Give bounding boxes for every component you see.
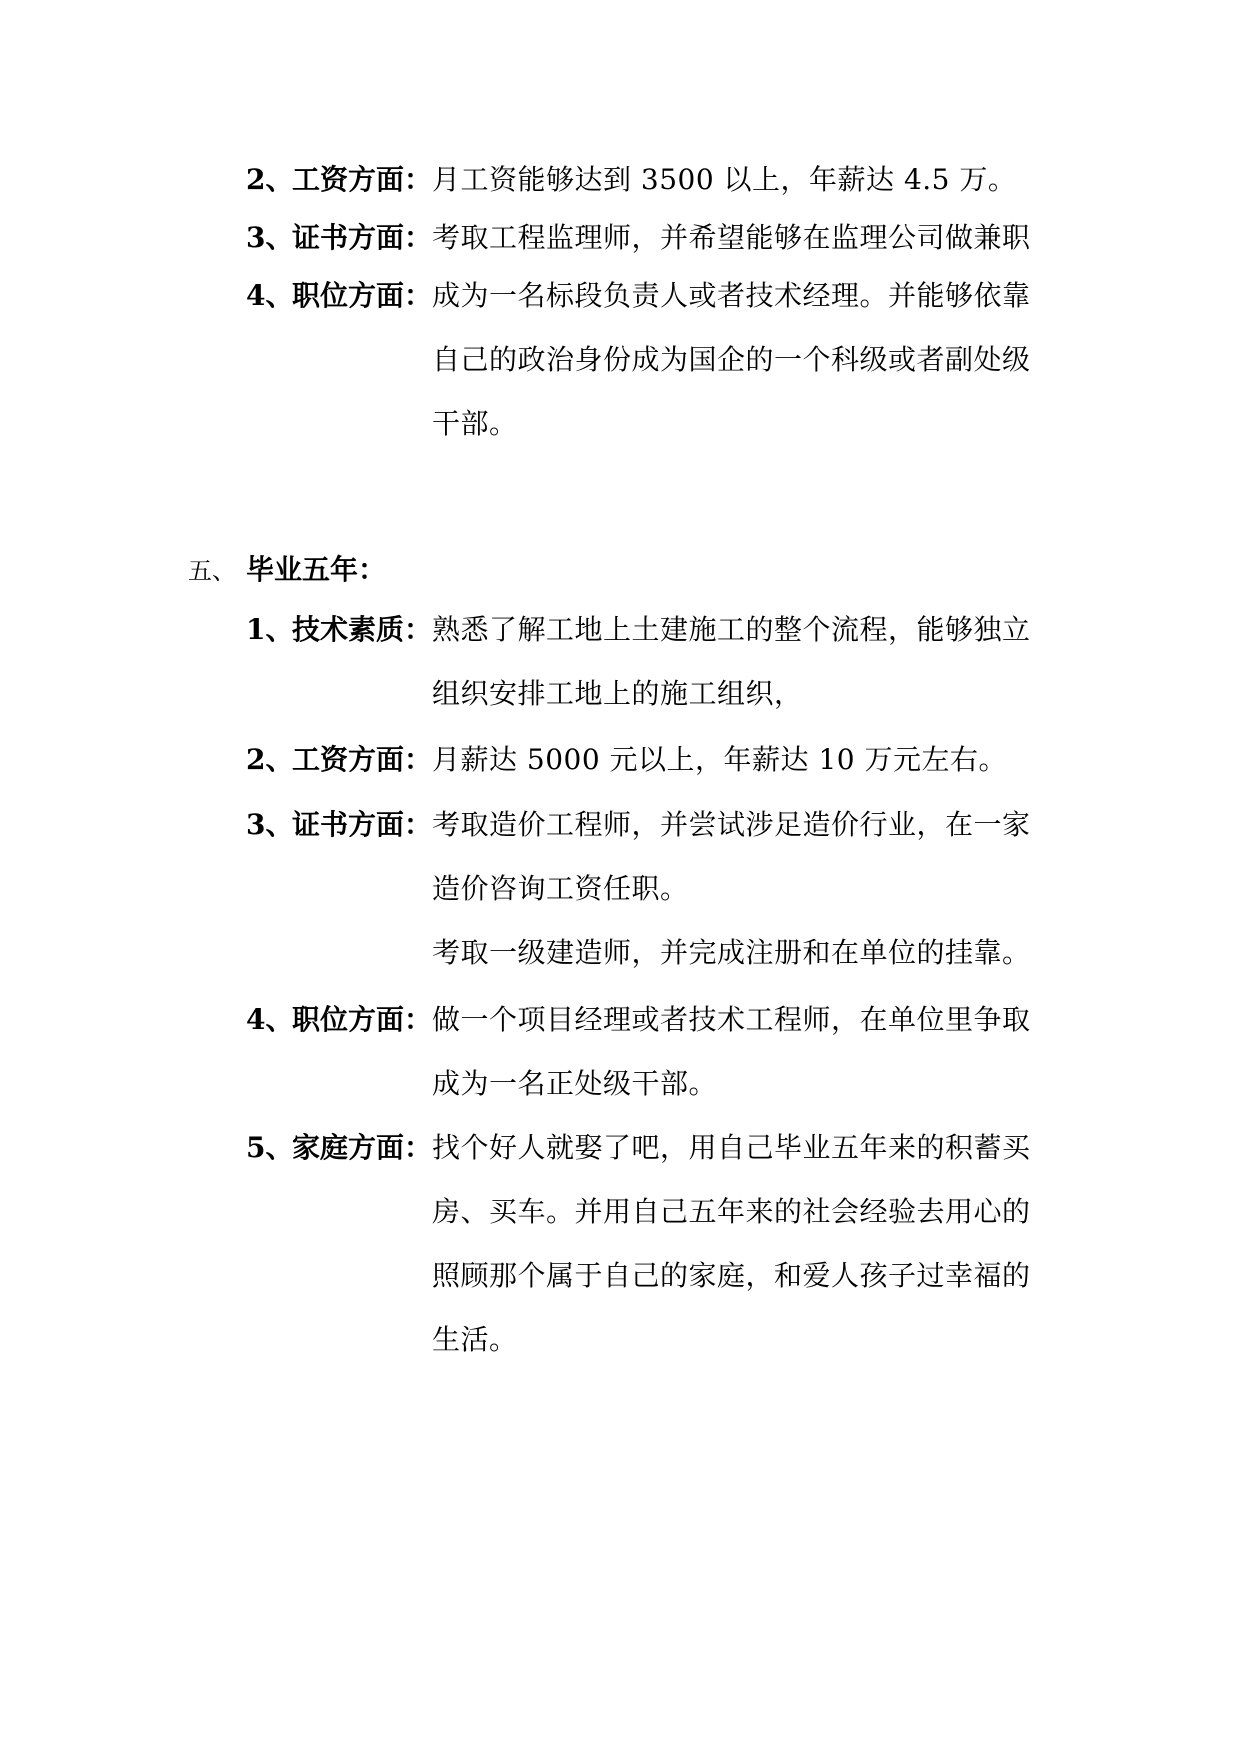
item-text — [432, 148, 1112, 212]
item-text-line: 造价咨询工资任职。 — [432, 872, 689, 905]
item-text — [432, 988, 1112, 1116]
item-text-line: 熟悉了解工地上土建施工的整个流程，能够独立 — [432, 613, 1031, 646]
item-label: 职位方面： — [292, 279, 433, 312]
item-label: 职位方面： — [292, 1003, 433, 1036]
item-text — [432, 264, 1112, 456]
item-text-line: 成为一名正处级干部。 — [432, 1067, 718, 1100]
item-text-line: 组织安排工地上的施工组织， — [432, 677, 803, 710]
item-label: 家庭方面： — [292, 1131, 433, 1164]
item-text-line: 考取工程监理师，并希望能够在监理公司做兼职 — [432, 221, 1031, 254]
item-label: 工资方面： — [292, 743, 433, 776]
item-text-line: 月工资能够达到 3500 以上，年薪达 4.5 万。 — [432, 163, 1017, 196]
item-label: 证书方面： — [292, 808, 433, 841]
item-text-line: 考取造价工程师，并尝试涉足造价行业，在一家 — [432, 808, 1031, 841]
item-label: 证书方面： — [292, 221, 433, 254]
item-text — [432, 793, 1112, 985]
item-text-line: 照顾那个属于自己的家庭，和爱人孩子过幸福的 — [432, 1259, 1031, 1292]
item-number: 3、 — [246, 221, 294, 254]
item-number: 4、 — [246, 1003, 294, 1036]
item-number: 4、 — [246, 279, 294, 312]
item-text-line: 自己的政治身份成为国企的一个科级或者副处级 — [432, 343, 1031, 376]
item-text-line: 干部。 — [432, 407, 518, 440]
item-text-line: 考取一级建造师，并完成注册和在单位的挂靠。 — [432, 936, 1031, 969]
section-number: 五、 — [188, 557, 236, 585]
item-number: 3、 — [246, 808, 294, 841]
item-text-line: 生活。 — [432, 1323, 518, 1356]
item-text-line: 房、买车。并用自己五年来的社会经验去用心的 — [432, 1195, 1031, 1228]
section-title: 毕业五年： — [246, 553, 387, 586]
item-text-line: 月薪达 5000 元以上，年薪达 10 万元左右。 — [432, 743, 1007, 776]
section-heading — [188, 538, 386, 602]
item-number: 1、 — [246, 613, 294, 646]
item-number: 2、 — [246, 163, 294, 196]
item-text-line: 做一个项目经理或者技术工程师，在单位里争取 — [432, 1003, 1031, 1036]
item-number: 2、 — [246, 743, 294, 776]
item-text — [432, 728, 1112, 792]
item-label: 技术素质： — [292, 613, 433, 646]
item-text — [432, 206, 1112, 270]
item-text — [432, 1116, 1112, 1372]
item-label: 工资方面： — [292, 163, 433, 196]
item-text — [432, 598, 1112, 726]
item-text-line: 成为一名标段负责人或者技术经理。并能够依靠 — [432, 279, 1031, 312]
item-text-line: 找个好人就娶了吧，用自己毕业五年来的积蓄买 — [432, 1131, 1031, 1164]
item-number: 5、 — [246, 1131, 294, 1164]
